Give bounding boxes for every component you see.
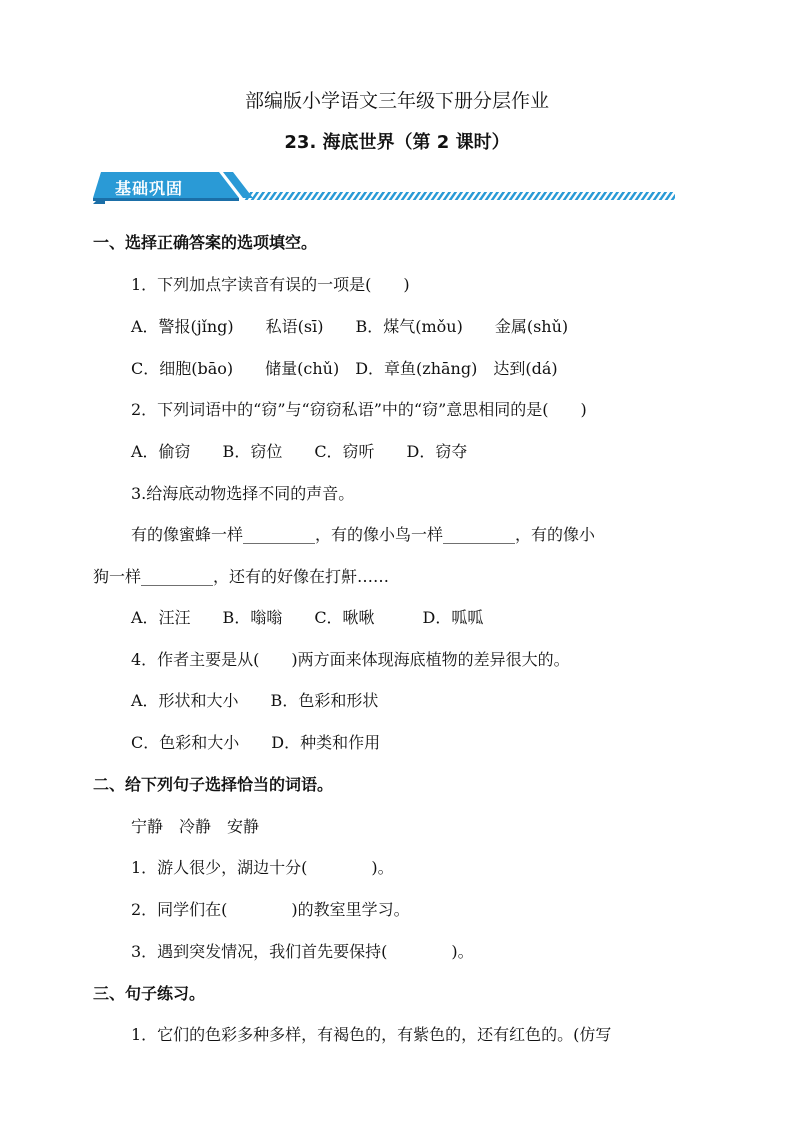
lesson-subtitle: 23. 海底世界（第 2 课时） (284, 132, 510, 153)
section-2-heading: 二、给下列句子选择恰当的词语。 (93, 775, 334, 794)
question-1-3-line2: 狗一样_________，还有的好像在打鼾…… (93, 567, 390, 586)
section-banner (93, 168, 683, 214)
question-1-3-options: A．汪汪 B．嗡嗡 C．啾啾 D．呱呱 (131, 608, 484, 627)
question-1-4-options-row2: C．色彩和大小 D．种类和作用 (131, 733, 381, 752)
question-2-2: 2．同学们在( )的教室里学习。 (131, 900, 410, 919)
question-1-4: 4．作者主要是从( )两方面来体现海底植物的差异很大的。 (131, 650, 570, 669)
document-title: 部编版小学语文三年级下册分层作业 (244, 90, 549, 112)
question-2-3: 3．遇到突发情况，我们首先要保持( )。 (131, 942, 474, 961)
question-1-3: 3.给海底动物选择不同的声音。 (131, 484, 355, 503)
question-2-1: 1．游人很少，湖边十分( )。 (131, 858, 394, 877)
question-1-1-options-row1: A．警报(jǐng) 私语(sī) B．煤气(mǒu) 金属(shǔ) (131, 317, 569, 336)
question-1-2: 2．下列词语中的“窃”与“窃窃私语”中的“窃”意思相同的是( ) (131, 400, 587, 419)
banner-label: 基础巩固 (115, 179, 184, 198)
question-1-1-options-row2: C．细胞(bāo) 储量(chǔ) D．章鱼(zhāng) 达到(dá) (131, 359, 558, 378)
section-1-heading: 一、选择正确答案的选项填空。 (93, 233, 318, 252)
question-1-3-line1: 有的像蜜蜂一样_________，有的像小鸟一样_________，有的像小 (131, 525, 596, 544)
question-3-1: 1．它们的色彩多种多样，有褐色的，有紫色的，还有红色的。(仿写 (131, 1025, 612, 1044)
question-1-1: 1．下列加点字读音有误的一项是( ) (131, 275, 410, 294)
question-1-4-options-row1: A．形状和大小 B．色彩和形状 (131, 691, 379, 710)
section-3-heading: 三、句子练习。 (93, 984, 206, 1003)
banner-stripes (243, 192, 675, 200)
question-1-2-options: A．偷窃 B．窃位 C．窃听 D．窃夺 (131, 442, 468, 461)
word-choices: 宁静 冷静 安静 (131, 817, 260, 836)
